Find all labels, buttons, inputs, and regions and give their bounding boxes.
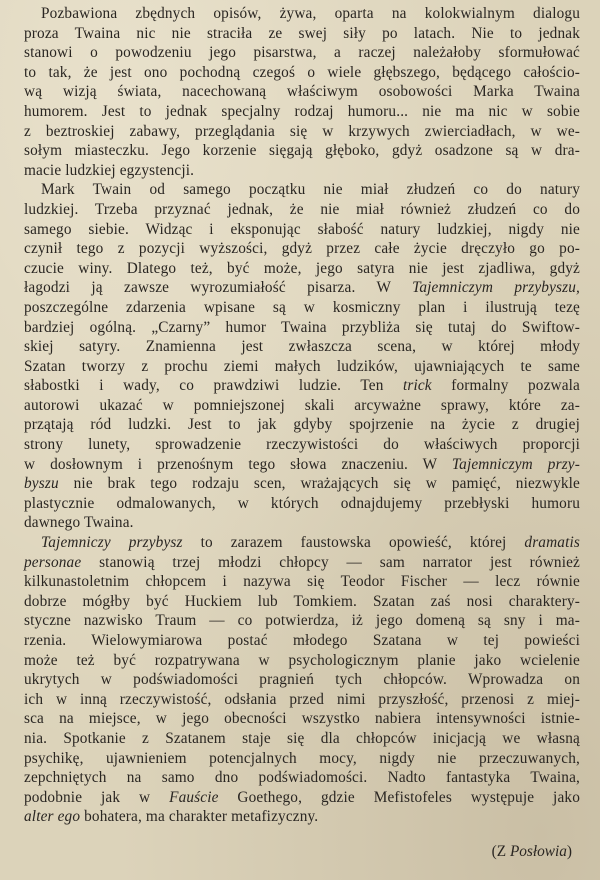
text-line: Szatan tworzy z prochu ziemi małych ludzików, ujawniających te same xyxy=(24,357,580,375)
text-line: personae stanowią trzej młodzi chłopcy — sam narrator jest również xyxy=(24,553,580,571)
text-line: autorowi ukazać w pomniejszonej skali arcyważne sprawy, które za- xyxy=(24,396,580,414)
paragraph xyxy=(24,533,580,827)
text-line: w dosłownym i przenośnym tego słowa znaczeniu. W Tajemniczym przy- xyxy=(24,455,580,473)
text-line: przątają ród ludzki. Jest to jak gdyby spojrzenie na życie z drugiej xyxy=(24,416,580,434)
essay-text xyxy=(24,4,580,827)
text-line: poszczególne zdarzenia wpisane są w kosmiczny plan i ilustrują tezę xyxy=(24,298,580,316)
text-line: czucie winy. Dlatego też, być może, jego satyra nie jest zjadliwa, gdyż xyxy=(24,259,580,277)
text-line: czynił tego z pozycji wyższości, gdyż przez całe życie dręczyło go po- xyxy=(24,240,580,258)
text-line: może też być rozpatrywana w psychologicznym planie jako wcielenie xyxy=(24,651,580,669)
source-attribution xyxy=(492,843,572,861)
text-line: słabostki i wady, co prawdziwi ludzie. Ten trick formalny pozwala xyxy=(24,377,580,395)
text-line: byszu nie brak tego rodzaju scen, wrażających się w pamięć, niezwykle xyxy=(24,475,580,493)
text-line: styczne nazwisko Traum — co potwierdza, iż jego domeną są sny i ma- xyxy=(24,612,580,630)
text-line: rzenia. Wielowymiarowa postać młodego Szatana w tej powieści xyxy=(24,632,580,649)
text-line: wą wizją świata, nacechowaną właściwym osobowości Marka Twaina xyxy=(24,83,580,101)
text-line: podobnie jak w Fauście Goethego, gdzie Mefistofeles występuje jako xyxy=(24,788,580,806)
text-line: ukrytych w podświadomości pragnień tych chłopców. Wprowadza on xyxy=(24,671,580,689)
text-line: zepchniętych na samo dno podświadomości. Nadto fantastyka Twaina, xyxy=(24,769,580,787)
text-line: humorem. Jest to jednak specjalny rodzaj humoru... nie ma nic w sobie xyxy=(24,102,580,120)
text-line: sołym miasteczku. Jego korzenie sięgają głęboko, gdyż osadzone są w dra- xyxy=(24,142,580,160)
text-line: nia. Spotkanie z Szatanem staje się dla chłopców inicjacją we własną xyxy=(24,729,580,747)
text-line: proza Twaina nic nie straciła ze swej siły po latach. Nie to jednak xyxy=(24,24,580,42)
text-line: psychikę, ujawnieniem potencjalnych mocy, nigdy nie przeczuwanych, xyxy=(24,749,580,767)
text-line: ich w inną rzeczywistość, odsłania przed nimi przyszłość, przenosi z miej- xyxy=(24,690,580,708)
text-line: to tak, że jest ono pochodną czegoś o wiele głębszego, będącego całościo- xyxy=(24,63,580,81)
text-line: dawnego Twaina. xyxy=(24,514,134,532)
text-line: macie ludzkiej egzystencji. xyxy=(24,161,195,179)
text-line: sca na miejsce, w jego obecności wszystko nabiera intensywności istnie- xyxy=(24,710,580,728)
text-line: skiej satyry. Znamienna jest zwłaszcza scena, w której młody xyxy=(24,338,580,356)
text-line: ludzkiej. Trzeba przyznać jednak, że nie miał również złudzeń co do xyxy=(24,200,580,218)
text-line: łagodzi ją zawsze wyrozumiałość pisarza. W Tajemniczym przybyszu, xyxy=(24,279,580,297)
text-line: dobrze mógłby być Huckiem lub Tomkiem. Szatan zaś nosi charaktery- xyxy=(24,592,580,610)
source-close: ) xyxy=(566,843,572,860)
text-line: samego siebie. Widząc i eksponując słabość natury ludzkiej, nigdy nie xyxy=(24,220,580,238)
paragraph xyxy=(24,4,580,180)
text-line: z beztroskiej zabawy, przeglądania się w krzywych zwierciadłach, w we- xyxy=(24,122,580,140)
text-line: Tajemniczy przybysz to zarazem faustowska opowieść, której dramatis xyxy=(41,534,580,552)
text-line: alter ego bohatera, ma charakter metafizyczny. xyxy=(24,808,319,826)
source-title: Posłowia xyxy=(509,843,567,860)
text-line: Pozbawiona zbędnych opisów, żywa, oparta na kolokwialnym dialogu xyxy=(41,5,580,22)
paragraph xyxy=(24,180,580,533)
text-line: Mark Twain od samego początku nie miał złudzeń co do natury xyxy=(41,181,580,199)
text-line: plastycznie odmalowanych, w których odnajdujemy przebłyski humoru xyxy=(24,494,580,512)
text-line: stanowi o powodzeniu jego pisarstwa, a raczej należałoby sformułować xyxy=(24,44,580,62)
text-line: bardziej ogólną. „Czarny” humor Twaina przybliża się tutaj do Swiftow- xyxy=(24,318,580,336)
source-open: (Z xyxy=(491,843,510,860)
text-line: strony lunety, sprowadzenie rzeczywistości do właściwych proporcji xyxy=(24,436,580,454)
text-line: kilkunastoletnim chłopcem i nazywa się Teodor Fischer — lecz równie xyxy=(24,573,580,591)
